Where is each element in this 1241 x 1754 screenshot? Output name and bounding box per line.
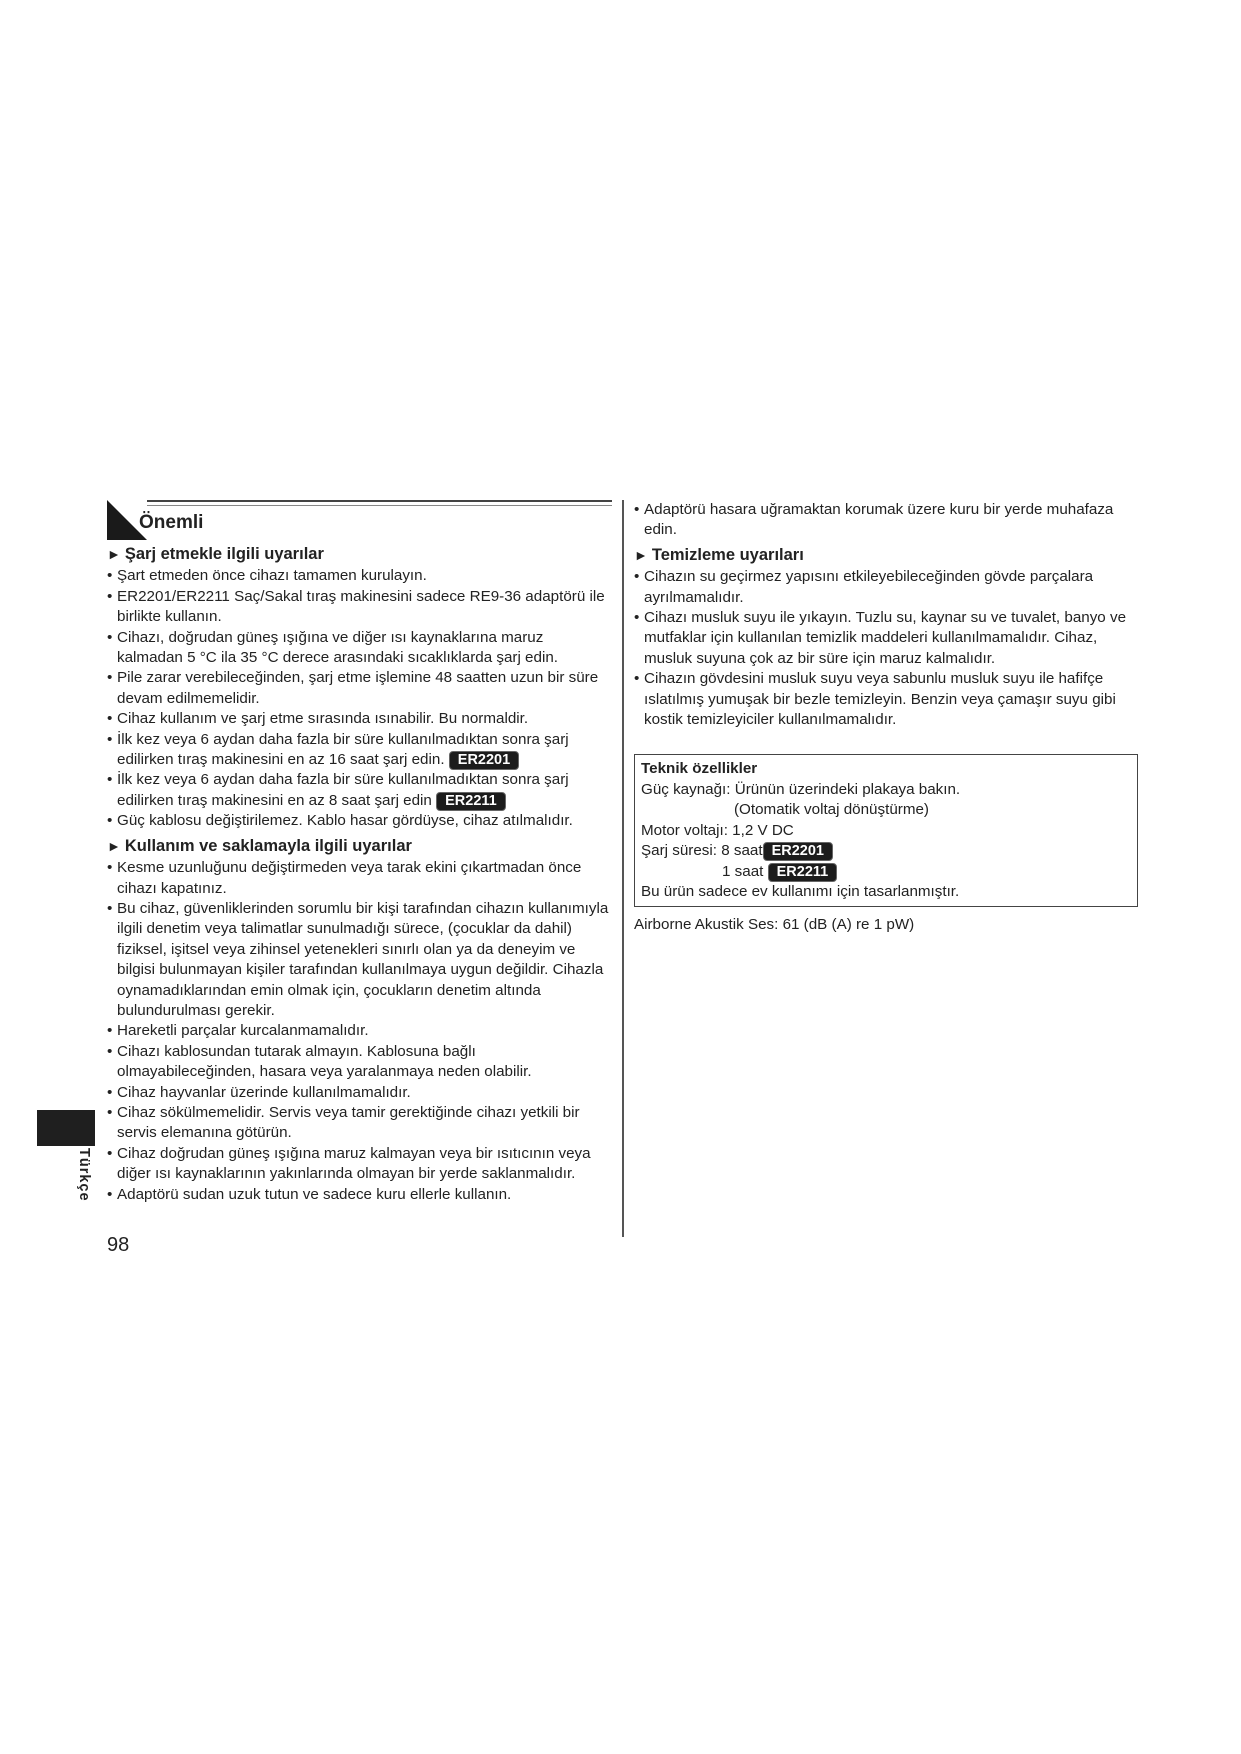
motor-voltage-row: Motor voltajı: 1,2 V DC xyxy=(641,821,794,839)
list-item: • Cihaz kullanım ve şarj etme sırasında ısınabilir. Bu normaldir. xyxy=(107,709,612,729)
list-item: • ER2201/ER2211 Saç/Sakal tıraş makinesini sadece RE9-36 adaptörü ile birlikte kullanın. xyxy=(107,587,612,628)
model-badge-er2201: ER2201 xyxy=(449,751,519,770)
list-item: • Cihazın gövdesini musluk suyu veya sabunlu musluk suyu ile hafifçe ıslatılmış yumuşak bir bezle temizleyin. Benzin veya çamaşır suyu gibi kostik temizleyiciler kullanılmamalıdır. xyxy=(634,669,1139,730)
list-item: • Şart etmeden önce cihazı tamamen kurulayın. xyxy=(107,566,612,586)
list-item: • İlk kez veya 6 aydan daha fazla bir süre kullanılmadıktan sonra şarj edilirken tıraş makinesini en az 8 saat şarj edin ER2211 xyxy=(107,770,612,811)
page-number: 98 xyxy=(107,1234,130,1256)
heading-rule xyxy=(147,500,612,502)
list-item: • Güç kablosu değiştirilemez. Kablo hasar gördüyse, cihaz atılmalıdır. xyxy=(107,811,612,831)
right-column xyxy=(634,500,1139,936)
charge-time-row-2: 1 saat ER2211 xyxy=(641,862,1131,882)
language-label: Türkçe xyxy=(76,1148,92,1202)
heading-rule-thin xyxy=(147,505,612,506)
power-supply-note: (Otomatik voltaj dönüştürme) xyxy=(734,801,929,819)
list-item: • Cihaz doğrudan güneş ışığına maruz kalmayan veya bir ısıtıcının veya diğer ısı kaynaklarının yakınlarında olmayan bir yerde saklanmalıdır. xyxy=(107,1144,612,1185)
arrow-right-icon: ► xyxy=(107,546,121,562)
column-divider xyxy=(622,500,624,1237)
cleaning-warnings-list xyxy=(634,567,1139,730)
list-item: • Cihazın su geçirmez yapısını etkileyebileceğinden gövde parçalara ayrılmamalıdır. xyxy=(634,567,1139,608)
arrow-right-icon: ► xyxy=(107,837,121,854)
language-tab-marker xyxy=(37,1110,95,1146)
model-badge-er2211: ER2211 xyxy=(768,863,838,882)
home-use-note: Bu ürün sadece ev kullanımı için tasarlanmıştır. xyxy=(641,882,960,900)
list-item: • Cihazı, doğrudan güneş ışığına ve diğer ısı kaynaklarına maruz kalmadan 5 °C ila 35 °C derece arasındaki sıcaklıklarda şarj edin. xyxy=(107,628,612,669)
model-badge-er2211: ER2211 xyxy=(436,792,506,811)
section-charging-title: ► Şarj etmekle ilgili uyarılar xyxy=(107,545,324,563)
arrow-right-icon: ► xyxy=(634,546,648,563)
list-item: • Adaptörü sudan uzuk tutun ve sadece kuru ellerle kullanın. xyxy=(107,1185,612,1205)
technical-specs-box xyxy=(634,754,1138,907)
model-badge-er2201: ER2201 xyxy=(763,842,833,861)
list-item: • İlk kez veya 6 aydan daha fazla bir süre kullanılmadıktan sonra şarj edilirken tıraş makinesini en az 16 saat şarj edin. ER2201 xyxy=(107,730,612,771)
list-item: • Adaptörü hasara uğramaktan korumak üzere kuru bir yerde muhafaza edin. xyxy=(634,500,1139,541)
airborne-noise: Airborne Akustik Ses: 61 (dB (A) re 1 pW) xyxy=(634,916,915,934)
important-heading xyxy=(107,500,612,540)
section-cleaning-title: ► Temizleme uyarıları xyxy=(634,545,804,564)
power-supply-row: Güç kaynağı: Ürünün üzerindeki plakaya bakın. xyxy=(641,780,961,798)
charging-warnings-list xyxy=(107,566,612,831)
charge-time-row: Şarj süresi: 8 saat ER2201 xyxy=(641,841,1131,861)
list-item: • Pile zarar verebileceğinden, şarj etme işlemine 48 saatten uzun bir süre devam edilmemelidir. xyxy=(107,668,612,709)
specs-title: Teknik özellikler xyxy=(641,760,758,778)
list-item: • Cihazı kablosundan tutarak almayın. Kablosuna bağlı olmayabileceğinden, hasara veya yaralanmaya neden olabilir. xyxy=(107,1042,612,1083)
list-item: • Kesme uzunluğunu değiştirmeden veya tarak ekini çıkartmadan önce cihazı kapatınız. xyxy=(107,858,612,899)
left-column xyxy=(107,500,612,1205)
list-item: • Hareketli parçalar kurcalanmamalıdır. xyxy=(107,1021,612,1041)
storage-list xyxy=(634,500,1139,541)
list-item: • Cihaz hayvanlar üzerinde kullanılmamalıdır. xyxy=(107,1083,612,1103)
list-item: • Cihaz sökülmemelidir. Servis veya tamir gerektiğinde cihazı yetkili bir servis elemanına götürün. xyxy=(107,1103,612,1144)
list-item: • Bu cihaz, güvenliklerinden sorumlu bir kişi tarafından cihazın kullanımıyla ilgili denetim veya talimatlar sunulmadığı sürece, (çocuklar da dahil) fiziksel, işitsel veya zihinsel yetenekleri sınırlı olan ya da deneyim ve bilgisi bulunmayan kişiler tarafından kullanılmaya uygun değildir. Cihazla oynamadıklarından emin olmak için, çocukların denetim altında bulundurulması gerekir. xyxy=(107,899,612,1021)
list-item: • Cihazı musluk suyu ile yıkayın. Tuzlu su, kaynar su ve tuvalet, banyo ve mutfaklar için kullanılan temizlik maddeleri kullanılmamalıdır. Cihaz, musluk suyuna çok az bir süre için maruz kalmalıdır. xyxy=(634,608,1139,669)
usage-warnings-list xyxy=(107,858,612,1205)
heading-title: Önemli xyxy=(139,512,204,533)
section-usage-title: ► Kullanım ve saklamayla ilgili uyarılar xyxy=(107,836,412,855)
